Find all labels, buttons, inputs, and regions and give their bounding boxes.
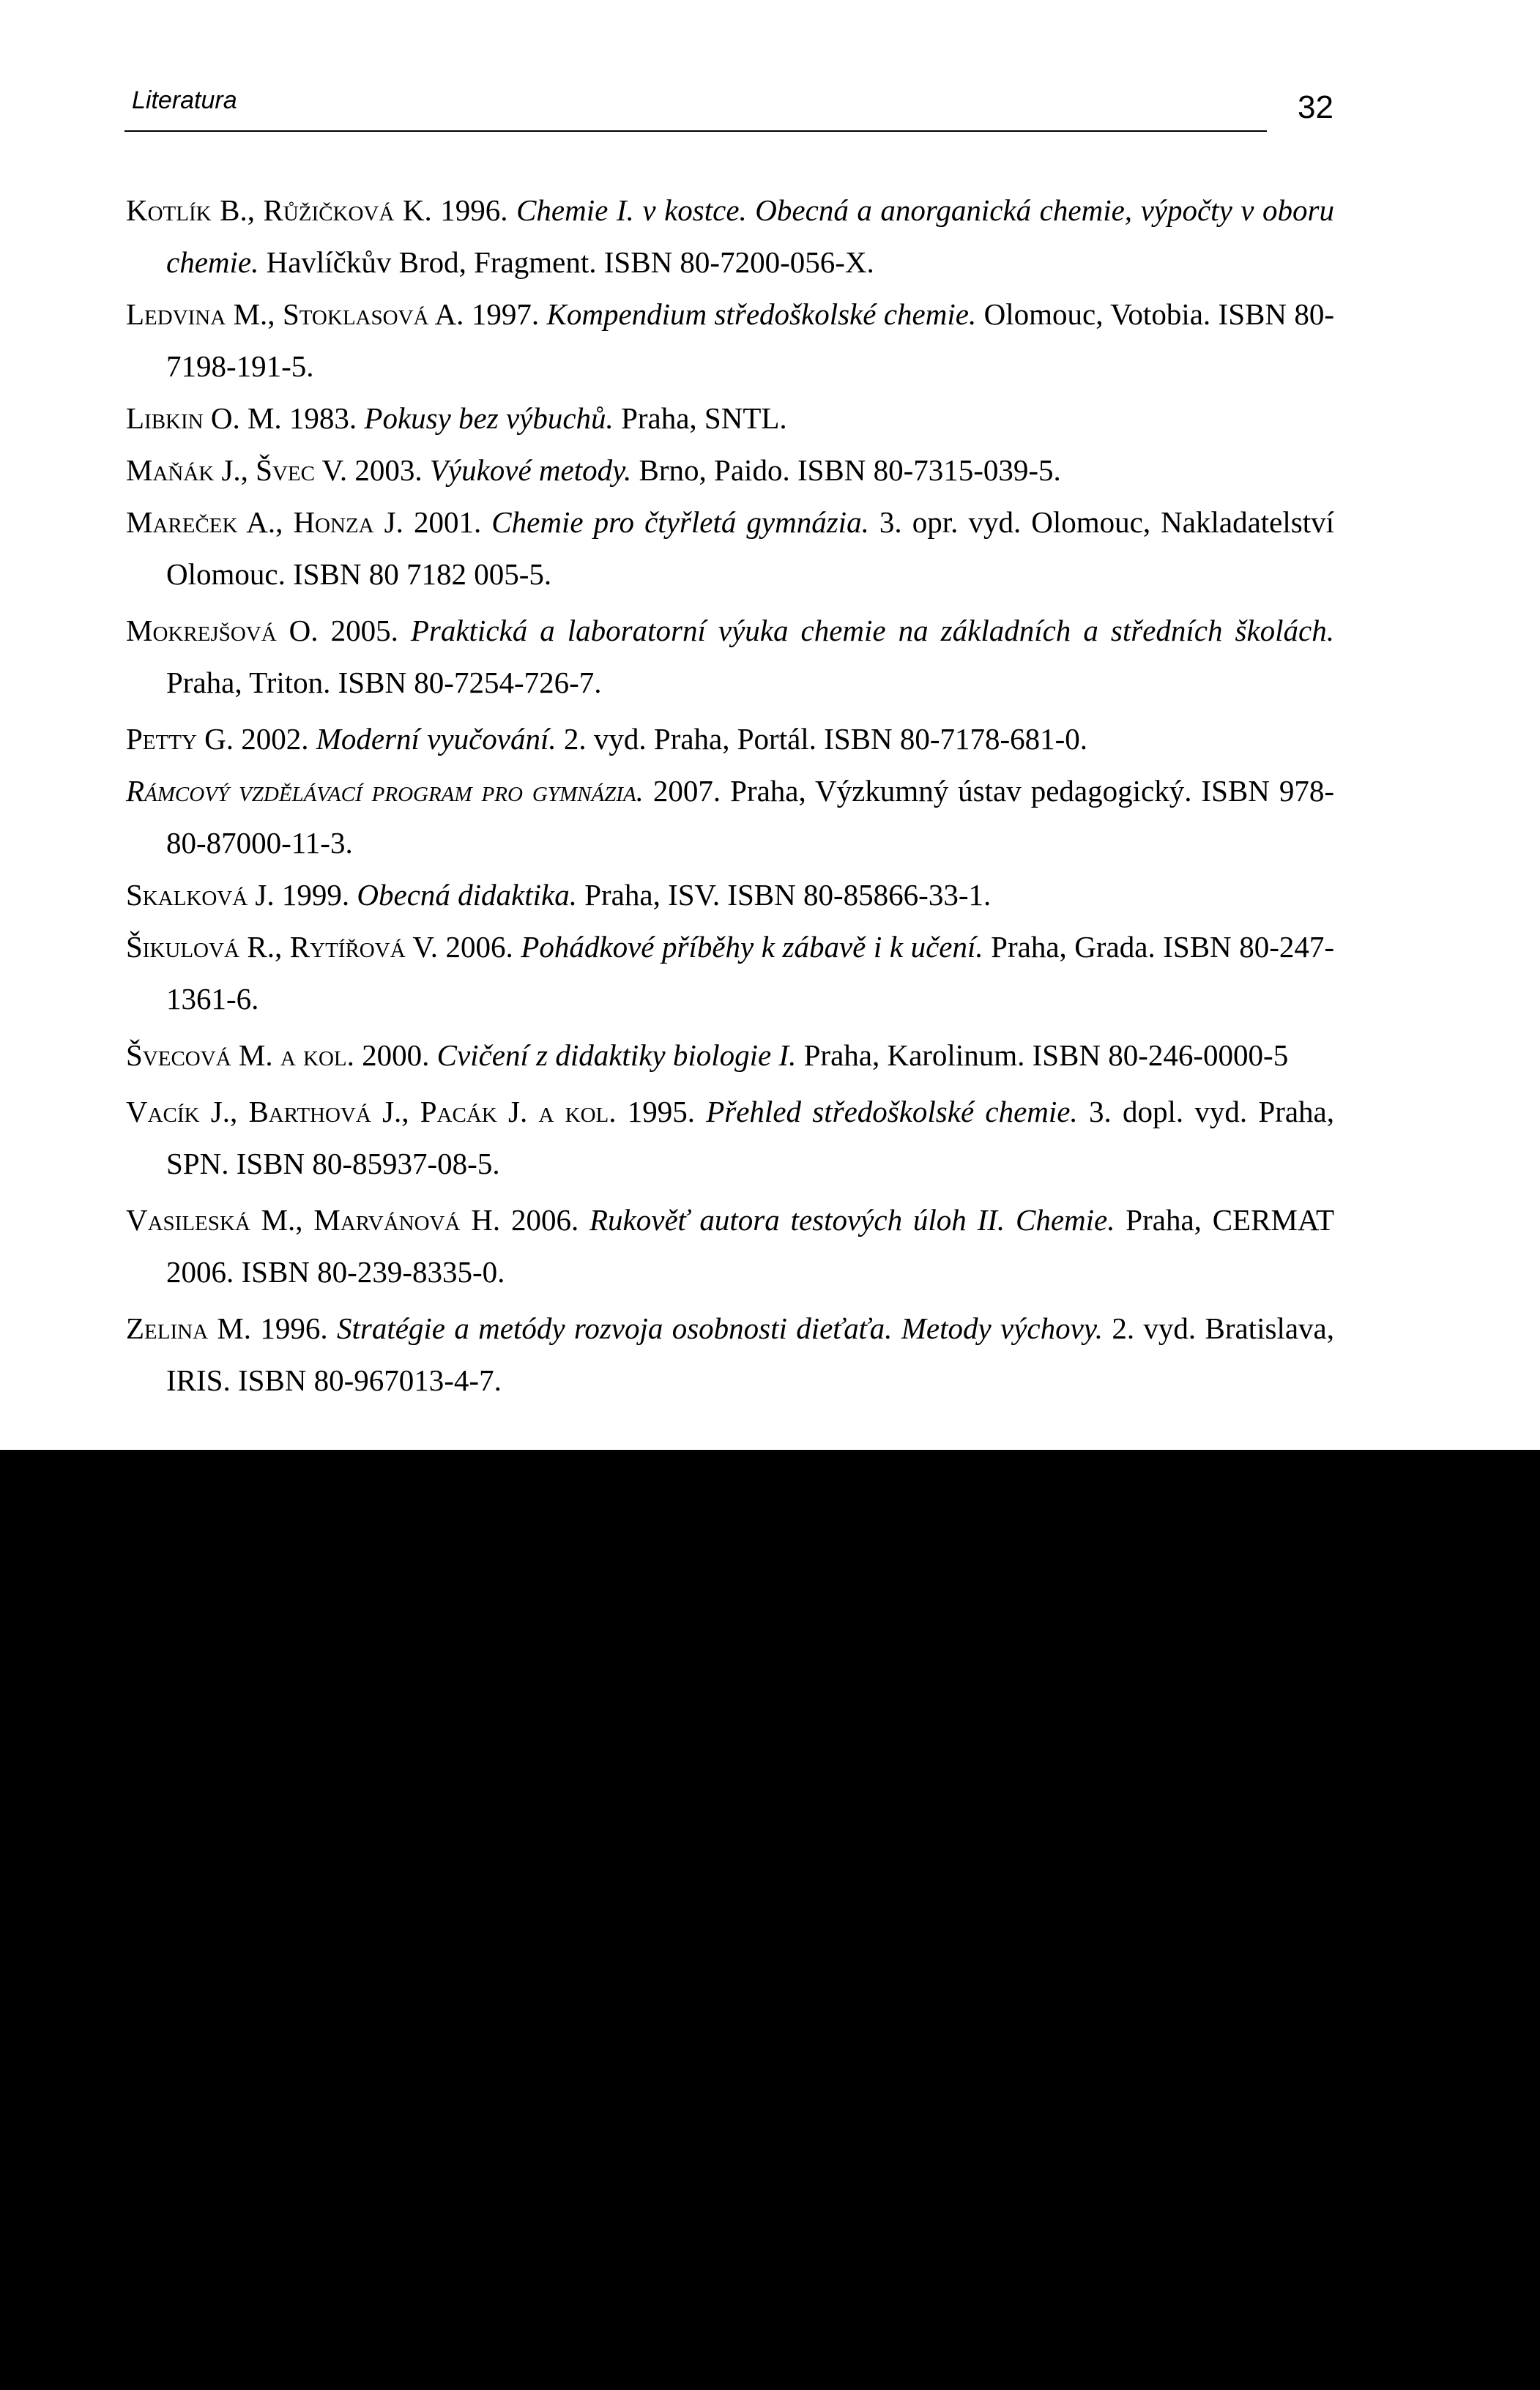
- reference-publication: 2. vyd. Bratislava, IRIS. ISBN 80-967013-4-7.: [166, 1311, 1334, 1397]
- reference-authors: Mokrejšová O.: [126, 614, 319, 647]
- reference-title: Pohádkové příběhy k zábavě i k učení.: [521, 930, 983, 964]
- reference-entry: [126, 921, 1334, 1025]
- reference-entry: [126, 1030, 1334, 1082]
- reference-publication: Brno, Paido. ISBN 80-7315-039-5.: [631, 453, 1061, 487]
- reference-entry: [126, 288, 1334, 392]
- reference-year: 2001.: [403, 505, 492, 539]
- reference-entry: [126, 392, 1334, 444]
- reference-year: 2006.: [438, 930, 521, 964]
- reference-publication: Olomouc, Votobia. ISBN 80-7198-191-5.: [166, 297, 1335, 383]
- reference-entry: [126, 1303, 1334, 1407]
- reference-title: Přehled středoškolské chemie.: [706, 1095, 1078, 1128]
- reference-publication: Havlíčkův Brod, Fragment. ISBN 80-7200-056-X.: [258, 245, 874, 279]
- reference-entry: [126, 185, 1334, 288]
- reference-authors: Kotlík B., Růžičková K.: [126, 193, 432, 227]
- reference-year: 1995.: [616, 1095, 707, 1128]
- reference-year: 1983.: [281, 401, 365, 435]
- reference-publication: Praha, SNTL.: [613, 401, 787, 435]
- reference-year: 1996.: [251, 1311, 337, 1345]
- reference-list: [126, 185, 1334, 1407]
- reference-publication: Praha, CERMAT 2006. ISBN 80-239-8335-0.: [166, 1203, 1335, 1289]
- section-title: Literatura: [132, 86, 237, 114]
- reference-authors: Švecová M. a kol.: [126, 1038, 354, 1072]
- reference-year: 2002.: [234, 722, 316, 756]
- reference-authors: Vacík J., Barthová J., Pacák J. a kol.: [126, 1095, 617, 1128]
- reference-publication: 2. vyd. Praha, Portál. ISBN 80-7178-681-0.: [556, 722, 1088, 756]
- reference-authors: Ledvina M., Stoklasová A.: [126, 297, 464, 331]
- reference-year: 2000.: [354, 1038, 437, 1072]
- reference-entry: [126, 1086, 1334, 1190]
- reference-authors: Skalková J.: [126, 878, 275, 912]
- reference-title: Moderní vyučování.: [316, 722, 557, 756]
- reference-authors: Libkin O. M.: [126, 401, 282, 435]
- reference-entry: [126, 713, 1334, 765]
- reference-entry: [126, 605, 1334, 709]
- reference-entry: [126, 1194, 1334, 1298]
- page-number: 32: [1298, 89, 1333, 125]
- reference-publication: Praha, Karolinum. ISBN 80-246-0000-5: [796, 1038, 1289, 1072]
- reference-publication: 3. opr. vyd. Olomouc, Nakladatelství Olomouc. ISBN 80 7182 005-5.: [166, 505, 1334, 591]
- reference-publication: 3. dopl. vyd. Praha, SPN. ISBN 80-85937-08-5.: [166, 1095, 1334, 1180]
- header-rule: [124, 130, 1267, 132]
- reference-title: Obecná didaktika.: [357, 878, 577, 912]
- reference-authors: Šikulová R., Rytířová V.: [126, 930, 439, 964]
- reference-year: 2006.: [500, 1203, 590, 1237]
- reference-entry: [126, 496, 1334, 600]
- reference-publication: 2007. Praha, Výzkumný ústav pedagogický. ISBN 978-80-87000-11-3.: [166, 774, 1334, 860]
- reference-entry: [126, 444, 1334, 496]
- reference-title: Stratégie a metódy rozvoja osobnosti dieťaťa. Metody výchovy.: [336, 1311, 1103, 1345]
- reference-title: Rámcový vzdělávací program pro gymnázia.: [126, 774, 644, 808]
- reference-authors: Vasileská M., Marvánová H.: [126, 1203, 501, 1237]
- reference-authors: Petty G.: [126, 722, 234, 756]
- reference-year: 2005.: [318, 614, 411, 647]
- reference-year: 1996.: [431, 193, 517, 227]
- reference-authors: Maňák J., Švec V.: [126, 453, 348, 487]
- reference-title: Výukové metody.: [429, 453, 632, 487]
- reference-entry: [126, 765, 1334, 869]
- reference-year: 1997.: [464, 297, 547, 331]
- reference-authors: Zelina M.: [126, 1311, 252, 1345]
- reference-authors: Mareček A., Honza J.: [126, 505, 403, 539]
- reference-title: Praktická a laboratorní výuka chemie na základních a středních školách.: [410, 614, 1334, 647]
- reference-title: Rukověť autora testových úloh II. Chemie.: [589, 1203, 1115, 1237]
- reference-title: Kompendium středoškolské chemie.: [546, 297, 977, 331]
- reference-year: 1999.: [274, 878, 357, 912]
- reference-publication: Praha, Grada. ISBN 80-247-1361-6.: [166, 930, 1334, 1016]
- reference-entry: [126, 869, 1334, 921]
- reference-title: Cvičení z didaktiky biologie I.: [436, 1038, 797, 1072]
- reference-publication: Praha, Triton. ISBN 80-7254-726-7.: [166, 666, 602, 699]
- reference-publication: Praha, ISV. ISBN 80-85866-33-1.: [576, 878, 992, 912]
- reference-title: Chemie pro čtyřletá gymnázia.: [491, 505, 869, 539]
- reference-title: Chemie I. v kostce. Obecná a anorganická chemie, výpočty v oboru chemie.: [166, 193, 1335, 279]
- reference-year: 2003.: [347, 453, 430, 487]
- reference-title: Pokusy bez výbuchů.: [364, 401, 614, 435]
